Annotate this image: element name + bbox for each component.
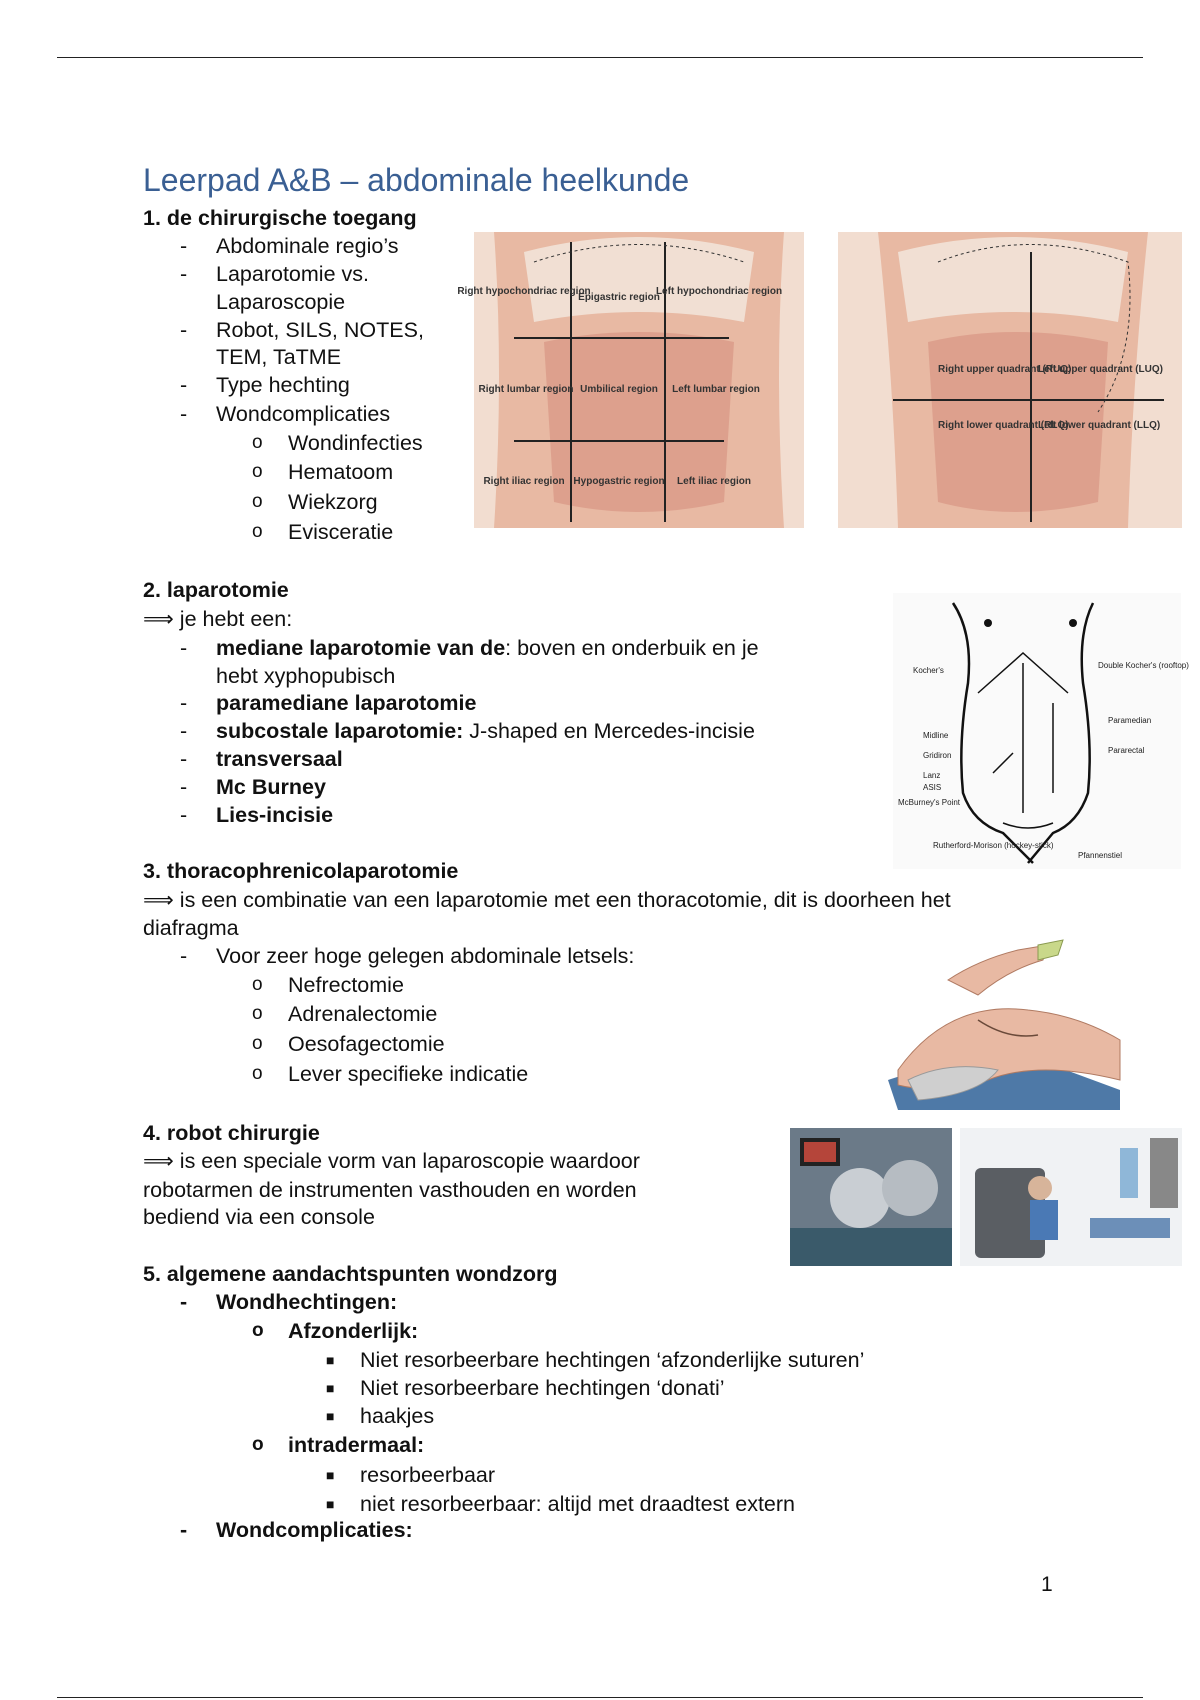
abdominal-quadrants-figure <box>838 232 1182 528</box>
label-luq: Left upper quadrant (LUQ) <box>1038 364 1163 375</box>
label-rlq: Right lower quadrant (RLQ) <box>938 420 1069 431</box>
bullet-dash: - <box>180 944 188 968</box>
bullet-square: ■ <box>326 1408 335 1424</box>
list-item <box>216 634 759 662</box>
label-left-iliac: Left iliac region <box>677 476 751 487</box>
sub-item: Wondinfecties <box>288 431 423 455</box>
section-3-intro: ⟹ is een combinatie van een laparotomie met een thoracotomie, dit is doorheen het <box>143 888 951 912</box>
bullet-square: ■ <box>326 1380 335 1396</box>
list-item: Wondhechtingen: <box>216 1290 398 1314</box>
section-1-heading: 1. de chirurgische toegang <box>143 206 417 230</box>
label-asis: ASIS <box>923 783 942 792</box>
label-double-kochers: Double Kocher's (rooftop) <box>1098 661 1189 670</box>
section-3-heading: 3. thoracophrenicolaparotomie <box>143 859 459 883</box>
label-llq: Left lower quadrant (LLQ) <box>1038 420 1161 431</box>
page-title: Leerpad A&B – abdominale heelkunde <box>143 162 690 198</box>
list-item: Wondcomplicaties <box>216 402 391 426</box>
term: subcostale laparotomie: <box>216 719 464 743</box>
bullet-dash: - <box>180 803 188 827</box>
section-2-heading: 2. laparotomie <box>143 578 289 602</box>
bullet-circle: o <box>252 1003 263 1024</box>
list-item: Laparotomie vs. <box>216 262 369 286</box>
list-item: Voor zeer hoge gelegen abdominale letsels: <box>216 944 635 968</box>
section-4-heading: 4. robot chirurgie <box>143 1121 320 1145</box>
bullet-circle: o <box>252 1033 263 1054</box>
label-pararectal: Pararectal <box>1108 746 1145 755</box>
label-right-lumbar: Right lumbar region <box>478 384 574 395</box>
bullet-circle: o <box>252 974 263 995</box>
label-gridiron: Gridiron <box>923 751 952 760</box>
label-ruq: Right upper quadrant (RUQ) <box>938 364 1072 375</box>
description: : boven en onderbuik en je <box>505 636 759 660</box>
label-kochers: Kocher's <box>913 666 944 675</box>
sub-item: intradermaal: <box>288 1433 425 1457</box>
label-midline: Midline <box>923 731 949 740</box>
sub-sub-item: Niet resorbeerbare hechtingen ‘afzonderlijke suturen’ <box>360 1348 865 1372</box>
label-umbilical: Umbilical region <box>580 384 658 395</box>
bullet-dash: - <box>180 1290 188 1314</box>
sub-item: Nefrectomie <box>288 973 404 997</box>
bullet-circle: o <box>252 1434 264 1455</box>
bullet-circle: o <box>252 1320 264 1341</box>
bullet-dash: - <box>180 234 188 258</box>
bullet-dash: - <box>180 1518 188 1542</box>
label-left-hypochondriac: Left hypochondriac region <box>655 286 783 297</box>
list-item-continued: hebt xyphopubisch <box>216 664 396 688</box>
label-hypogastric: Hypogastric region <box>573 476 665 487</box>
bullet-square: ■ <box>326 1352 335 1368</box>
sub-item: Lever specifieke indicatie <box>288 1062 529 1086</box>
sub-item: Wiekzorg <box>288 490 378 514</box>
page-number: 1 <box>1041 1573 1053 1596</box>
bullet-dash: - <box>180 636 188 660</box>
bullet-dash: - <box>180 262 188 286</box>
bullet-dash: - <box>180 775 188 799</box>
bullet-dash: - <box>180 373 188 397</box>
list-item: paramediane laparotomie <box>216 691 477 715</box>
term: mediane laparotomie van de <box>216 636 506 660</box>
bullet-square: ■ <box>326 1467 335 1483</box>
sub-sub-item: haakjes <box>360 1404 435 1428</box>
label-paramedian: Paramedian <box>1108 716 1152 725</box>
bullet-circle: o <box>252 1063 263 1084</box>
bullet-circle: o <box>252 521 263 542</box>
sub-sub-item: resorbeerbaar <box>360 1463 496 1487</box>
sub-item: Adrenalectomie <box>288 1002 438 1026</box>
label-right-hypochondriac: Right hypochondriac region <box>457 286 591 297</box>
list-item: Wondcomplicaties: <box>216 1518 413 1542</box>
incisions-figure <box>893 593 1189 869</box>
list-item: TEM, TaTME <box>216 345 342 369</box>
robot-surgery-photos <box>790 1128 1182 1266</box>
patient-position-figure <box>888 940 1120 1110</box>
header-rule <box>57 57 1143 58</box>
section-3-intro-continued: diafragma <box>143 916 239 940</box>
abdominal-regions-figure <box>457 232 804 528</box>
list-item <box>216 717 755 745</box>
bullet-dash: - <box>180 747 188 771</box>
label-pfannenstiel: Pfannenstiel <box>1078 851 1123 860</box>
bullet-circle: o <box>252 491 263 512</box>
label-lanz: Lanz <box>923 771 941 780</box>
description: J-shaped en Mercedes-incisie <box>463 719 755 743</box>
section-4-line: bediend via een console <box>143 1205 375 1229</box>
list-item: Mc Burney <box>216 775 326 799</box>
label-epigastric: Epigastric region <box>578 292 660 303</box>
list-item: Robot, SILS, NOTES, <box>216 318 424 342</box>
section-2-intro: ⟹ je hebt een: <box>143 607 293 631</box>
sub-sub-item: niet resorbeerbaar: altijd met draadtest extern <box>360 1492 796 1516</box>
list-item: Type hechting <box>216 373 350 397</box>
bullet-circle: o <box>252 432 263 453</box>
section-5-heading: 5. algemene aandachtspunten wondzorg <box>143 1262 558 1286</box>
bullet-dash: - <box>180 402 188 426</box>
label-left-lumbar: Left lumbar region <box>672 384 760 395</box>
section-4-line: ⟹ is een speciale vorm van laparoscopie waardoor <box>143 1149 640 1173</box>
list-item: Abdominale regio’s <box>216 234 399 258</box>
label-mcburney: McBurney's Point <box>898 798 960 807</box>
list-item: Lies-incisie <box>216 803 334 827</box>
list-item: Laparoscopie <box>216 290 346 314</box>
bullet-circle: o <box>252 461 263 482</box>
sub-item: Evisceratie <box>288 520 394 544</box>
label-rutherford: Rutherford-Morison (hockey-stick) <box>933 841 1054 850</box>
sub-item: Oesofagectomie <box>288 1032 445 1056</box>
bullet-dash: - <box>180 719 188 743</box>
label-right-iliac: Right iliac region <box>483 476 565 487</box>
sub-item: Afzonderlijk: <box>288 1319 419 1343</box>
list-item: transversaal <box>216 747 343 771</box>
sub-item: Hematoom <box>288 460 394 484</box>
bullet-dash: - <box>180 691 188 715</box>
bullet-square: ■ <box>326 1496 335 1512</box>
bullet-dash: - <box>180 318 188 342</box>
footer-rule <box>57 1697 1143 1698</box>
section-4-line: robotarmen de instrumenten vasthouden en worden <box>143 1178 637 1202</box>
sub-sub-item: Niet resorbeerbare hechtingen ‘donati’ <box>360 1376 725 1400</box>
